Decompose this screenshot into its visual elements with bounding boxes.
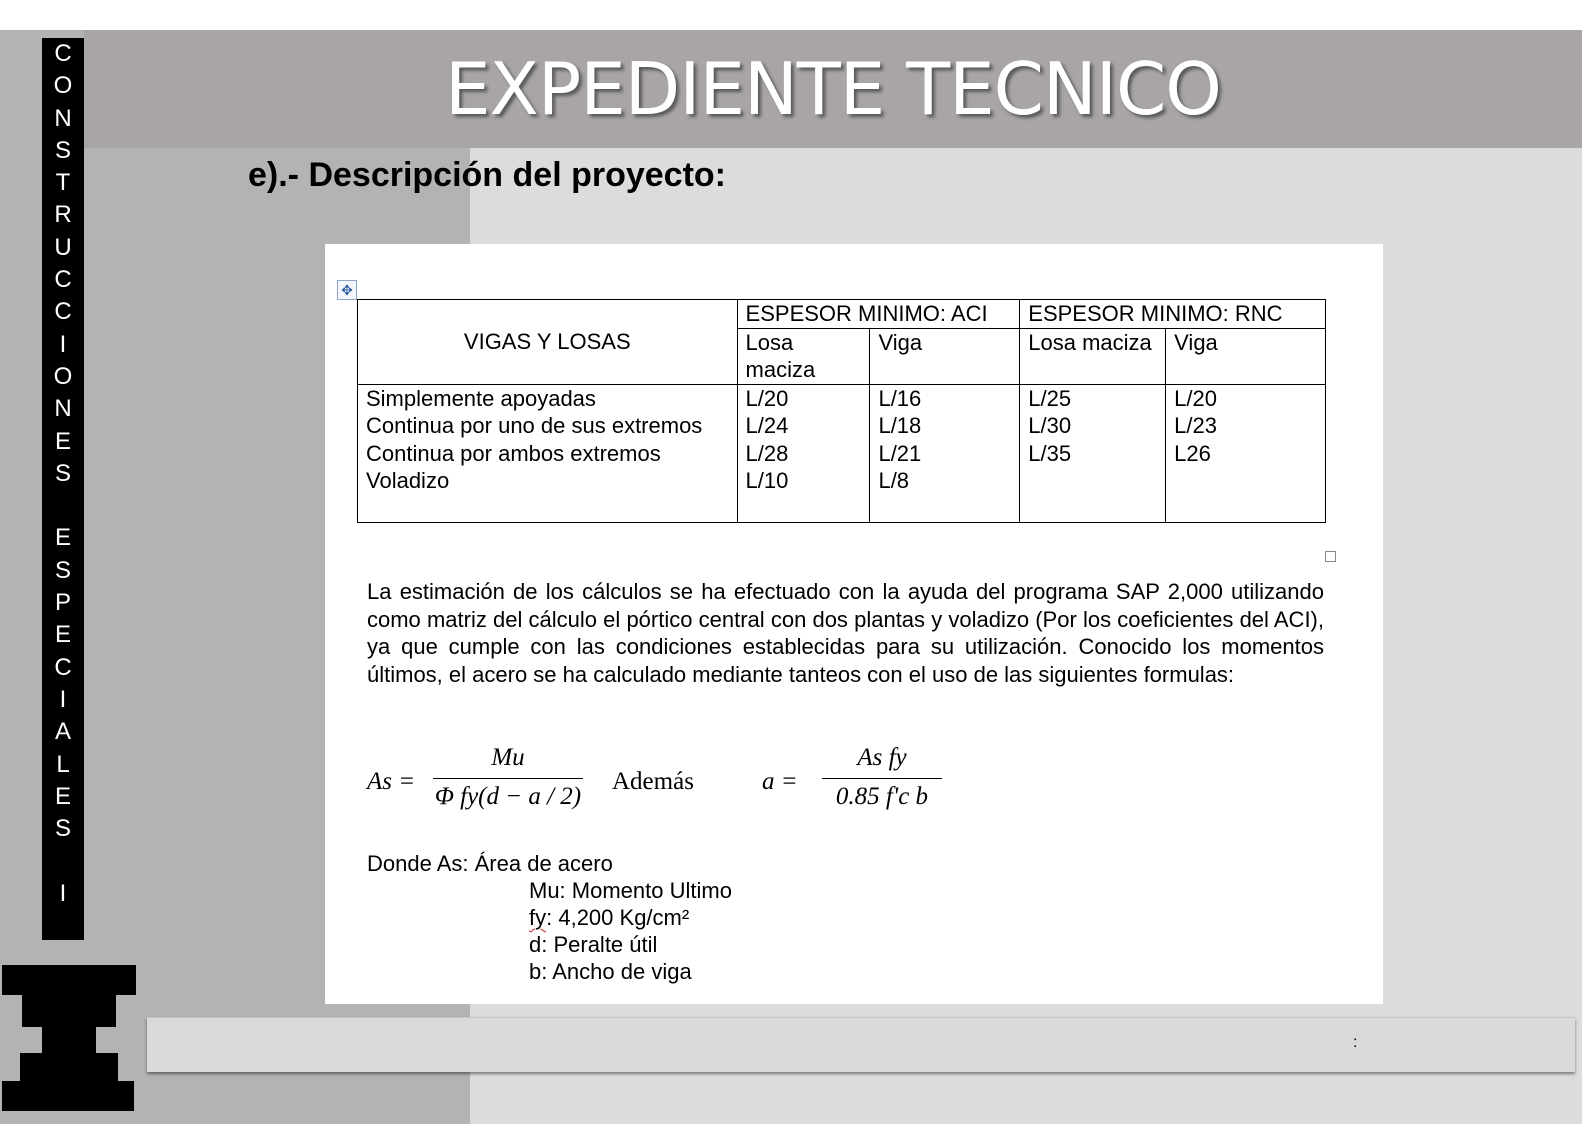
formula-a-lhs: a =	[762, 768, 798, 795]
value-item: L/20	[1174, 385, 1217, 411]
document-page	[325, 244, 1383, 1004]
table-sub-viga: Viga	[1166, 328, 1326, 384]
table-row	[358, 384, 1326, 522]
company-logo-icon	[2, 965, 136, 1111]
table-move-handle-icon[interactable]: ✥	[337, 280, 357, 300]
formula-a-denominator: 0.85 f'c b	[835, 783, 929, 810]
category-item: Continua por ambos extremos	[366, 440, 661, 466]
value-item: L/21	[878, 440, 922, 466]
category-item: Voladizo	[366, 468, 450, 493]
background-right-strip	[1582, 148, 1588, 1124]
value-item: L/25	[1028, 385, 1072, 411]
table-header-row	[358, 300, 1326, 329]
formula-connector: Además	[612, 768, 694, 795]
legend-line	[367, 904, 732, 931]
legend-line: Donde As: Área de acero	[367, 851, 613, 876]
table-aci-header: ESPESOR MINIMO: ACI	[737, 300, 1020, 329]
formula-as-lhs: As =	[367, 768, 416, 795]
value-item: L/18	[878, 413, 922, 438]
legend-line: d: Peralte útil	[529, 932, 658, 957]
table-aci-losa-cell	[737, 384, 870, 522]
fraction-bar	[822, 778, 942, 779]
category-item: Simplemente apoyadas	[366, 385, 596, 411]
value-item: L/35	[1028, 440, 1072, 466]
footer-bar	[147, 1017, 1575, 1072]
formula-a-fraction	[807, 744, 957, 811]
table-aci-viga-cell	[870, 384, 1020, 522]
formula-block	[367, 744, 1067, 844]
vertical-brand-text: C O N S T R U C C I O N E S E S P E C I A L E S I	[42, 38, 84, 940]
table-rnc-losa-cell	[1020, 384, 1166, 522]
table-sub-viga: Viga	[870, 328, 1020, 384]
legend-line: Mu: Momento Ultimo	[529, 878, 732, 903]
thickness-table	[357, 299, 1326, 523]
value-item: L/20	[745, 385, 789, 411]
value-item: L/16	[878, 385, 922, 411]
value-item: L/30	[1028, 413, 1072, 438]
legend-line-rest: : 4,200 Kg/cm²	[546, 905, 690, 930]
footer-text: :	[1353, 1034, 1358, 1051]
table-resize-handle-icon[interactable]	[1325, 551, 1336, 562]
table-rnc-header: ESPESOR MINIMO: RNC	[1020, 300, 1326, 329]
formula-as-denominator: Φ fy(d − a / 2)	[434, 783, 582, 810]
fraction-bar	[433, 778, 583, 779]
slide-title: EXPEDIENTE TECNICO	[445, 47, 1221, 131]
table-row-header: VIGAS Y LOSAS	[358, 300, 738, 385]
value-item: L/28	[745, 440, 789, 466]
formula-a-numerator: As fy	[857, 744, 907, 771]
variables-legend	[367, 850, 732, 985]
formula-as-numerator: Mu	[491, 744, 525, 771]
value-item: L/24	[745, 413, 789, 438]
table-categories-cell	[358, 384, 738, 522]
value-item: L/10	[745, 468, 789, 493]
table-sub-losa: Losa maciza	[737, 328, 870, 384]
formula-as-fraction	[433, 744, 583, 811]
table-sub-losa: Losa maciza	[1020, 328, 1166, 384]
value-item: L26	[1174, 440, 1211, 466]
table-rnc-viga-cell	[1166, 384, 1326, 522]
section-heading: e).- Descripción del proyecto:	[248, 156, 726, 194]
value-item: L/8	[878, 468, 910, 493]
legend-line: b: Ancho de viga	[529, 959, 692, 984]
spellcheck-word: fy	[529, 905, 547, 930]
body-paragraph: La estimación de los cálculos se ha efectuado con la ayuda del programa SAP 2,000 utilizando como matriz del cálculo el pórtico central con dos plantas y voladizo (Por los coeficientes del ACI), ya que cumple con las condiciones establecidas para su utilización. Conocido los momentos últimos, el acero se ha calculado mediante tanteos con el uso de las siguientes formulas:	[367, 579, 1324, 687]
category-item: Continua por uno de sus extremos	[366, 413, 703, 438]
value-item: L/23	[1174, 413, 1217, 438]
